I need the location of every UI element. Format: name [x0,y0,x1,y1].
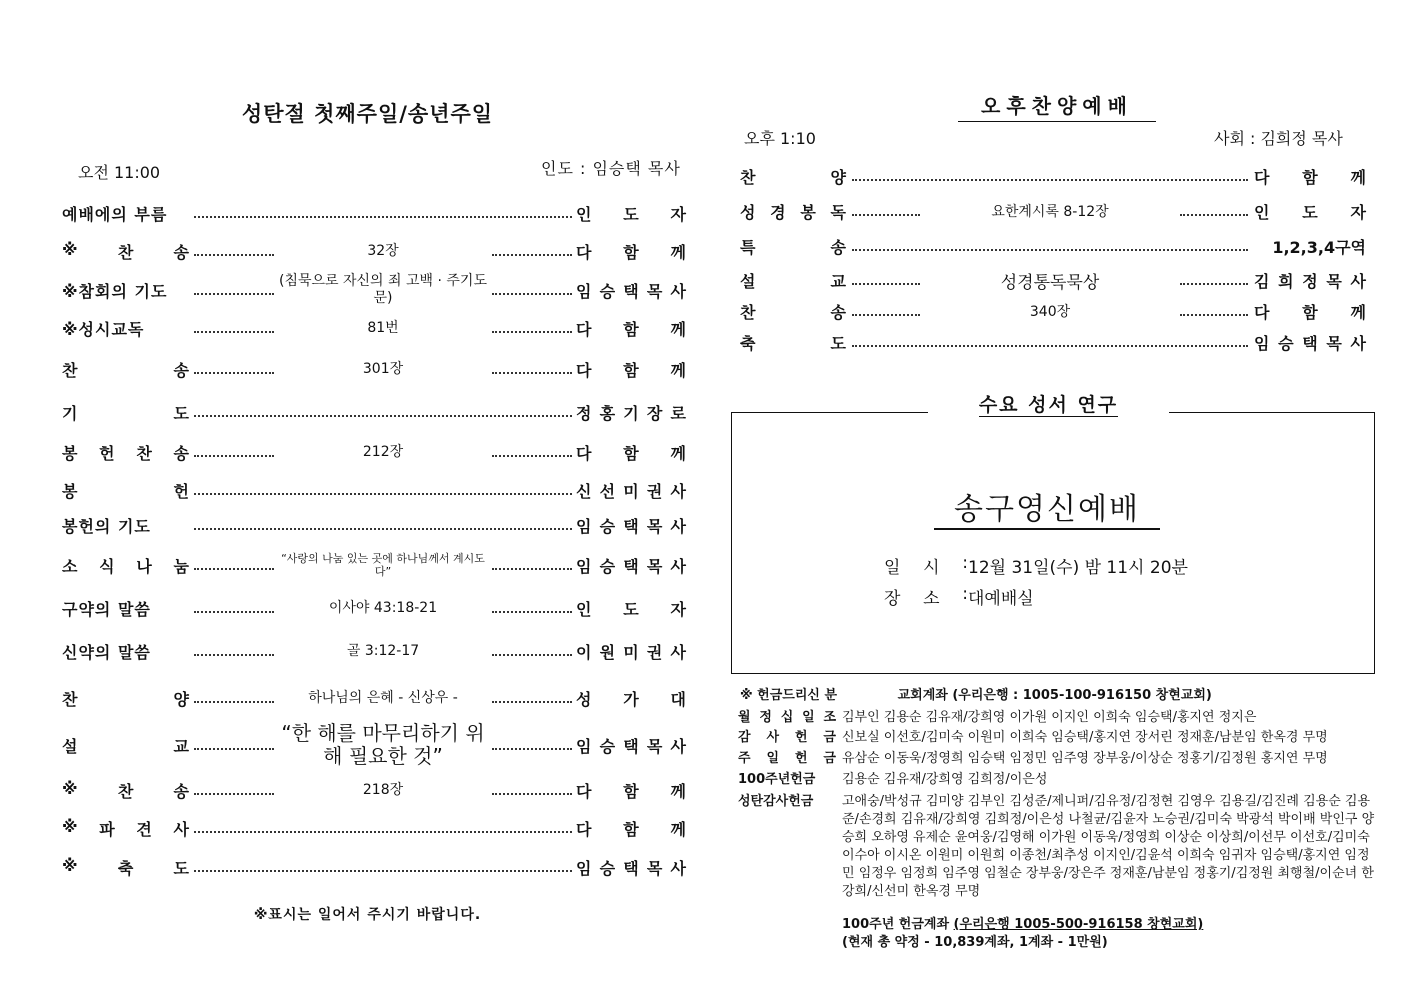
afternoon-item [740,328,1366,356]
morning-item [62,813,686,843]
morning-item [62,852,686,882]
item-detail: 32장 [367,242,399,259]
afternoon-item [740,266,1366,294]
wednesday-title: 수요 성서 연구 [928,390,1169,417]
item-person: 이 원 미 권 사 [576,640,686,663]
item-detail: 이사야 43:18-21 [328,599,438,616]
leader-dots [194,611,274,613]
item-person: 임 승 택 목 사 [576,279,686,302]
item-label: ※ 축 도 [62,855,190,878]
item-label: 봉헌의 기도 [62,516,151,536]
leader-dots [852,249,1248,251]
item-person: 임 승 택 목 사 [576,514,686,537]
item-label: ※ 찬 송 [62,239,190,262]
morning-item [62,354,686,384]
item-label: 찬 양 [62,687,190,710]
leader-dots [492,748,572,750]
morning-item [62,683,686,713]
item-label: 찬 송 [740,300,846,323]
leader-dots [1180,314,1248,316]
offering-type: 감 사 헌 금 [738,730,836,745]
morning-leader: 인도 : 임승택 목사 [541,159,681,178]
offering-row [738,771,1378,789]
afternoon-item [740,232,1366,260]
leader-dots [194,654,274,656]
item-label: 성 경 봉 독 [740,200,846,223]
offering-names: 신보실 이선호/김미숙 이원미 이희숙 임승택/홍지연 장서린 정재훈/남분임 한옥경 무명 [842,730,1328,745]
centennial-account-line [842,913,1203,932]
item-detail: 340장 [1029,304,1071,320]
leader-dots [194,701,274,703]
leader-dots [194,528,572,530]
item-detail: 골 3:12-17 [346,642,420,659]
morning-title: 성탄절 첫째주일/송년주일 [241,102,494,126]
item-label: 봉 헌 찬 송 [62,441,190,464]
morning-item [62,275,686,305]
item-label: 설 교 [740,269,846,292]
item-person: 신 선 미 권 사 [576,479,686,502]
leader-dots [492,793,572,795]
item-person: 인 도 자 [1254,200,1366,223]
item-label: ※ 찬 송 [62,778,190,801]
item-person: 김 희 정 목 사 [1254,269,1366,292]
leader-dots [492,701,572,703]
item-person: 1,2,3,4구역 [1272,237,1366,257]
item-detail: 212장 [362,443,404,460]
leader-dots [492,254,572,256]
item-label: 구약의 말씀 [62,599,151,619]
item-person: 인 도 자 [576,597,686,620]
morning-item [62,236,686,266]
afternoon-item [740,297,1366,325]
item-label: 찬 송 [62,358,190,381]
item-person: 다 함 께 [1254,165,1366,188]
leader-dots [492,654,572,656]
offering-names: 유삼순 이동욱/정영희 임승택 임정민 임주영 장부웅/이상순 정홍기/김정원 홍지연 무명 [842,751,1328,766]
item-label: 축 도 [740,331,846,354]
centennial-label: 100주년 헌금계좌 [842,917,950,932]
offering-row [738,793,1378,901]
leader-dots [194,216,572,218]
leader-dots [492,372,572,374]
item-label: 찬 양 [740,165,846,188]
item-person: 임 승 택 목 사 [576,734,686,757]
morning-item [62,437,686,467]
leader-dots [194,493,572,495]
morning-item [62,636,686,666]
morning-item [62,510,686,540]
item-label: 기 도 [62,401,190,424]
date-value: 12월 31일(수) 밤 11시 20분 [968,558,1188,578]
morning-item [62,593,686,623]
morning-item [62,721,686,768]
afternoon-host: 사회 : 김희정 목사 [1214,129,1343,148]
leader-dots [1180,283,1248,285]
leader-dots [194,748,274,750]
morning-item [62,397,686,427]
leader-dots [852,283,920,285]
leader-dots [194,568,274,570]
item-person: 다 함 께 [576,817,686,840]
leader-dots [194,293,274,295]
date-label: 일 시 : [884,553,968,578]
wednesday-box [731,412,1375,674]
leader-dots [194,793,274,795]
morning-item [62,313,686,343]
offering-type: 주 일 헌 금 [738,751,836,766]
leader-dots [194,870,572,872]
afternoon-title: 오후찬양예배 [958,90,1156,122]
item-label: 설 교 [62,734,190,757]
item-label: ※참회의 기도 [62,281,168,301]
item-person: 임 승 택 목 사 [1254,331,1366,354]
item-person: 다 함 께 [576,779,686,802]
offering-row [738,729,1378,747]
leader-dots [492,568,572,570]
afternoon-item [740,197,1366,225]
item-detail: “한 해를 마무리하기 위해 필요한 것” [281,721,485,768]
leader-dots [194,415,572,417]
item-person: 임 승 택 목 사 [576,554,686,577]
leader-dots [852,214,920,216]
item-person: 다 함 께 [576,441,686,464]
item-person: 인 도 자 [576,202,686,225]
afternoon-item [740,162,1366,190]
morning-item [62,475,686,505]
item-detail: 218장 [362,781,404,798]
leader-dots [852,179,1248,181]
item-detail: 하나님의 은혜 - 신상우 - [308,689,458,706]
item-detail: (침묵으로 자신의 죄 고백 · 주기도문) [279,273,487,306]
item-label: ※ 파 견 사 [62,816,190,839]
item-person: 성 가 대 [576,687,686,710]
item-person: 정 홍 기 장 로 [576,401,686,424]
offering-row [738,709,1378,727]
offering-type: 월 정 십 일 조 [738,710,836,725]
morning-item [62,198,686,228]
afternoon-time: 오후 1:10 [744,129,816,148]
morning-item [62,550,686,580]
offering-type: 100주년헌금 [738,772,816,787]
item-person: 다 함 께 [1254,300,1366,323]
place-value: 대예배실 [968,589,1034,609]
pledge-status: (현재 총 약정 - 10,839계좌, 1계좌 - 1만원) [842,935,1108,950]
item-detail: 성경통독묵상 [1000,272,1100,293]
item-person: 임 승 택 목 사 [576,856,686,879]
item-label: 특 송 [740,235,846,258]
item-label: 봉 헌 [62,479,190,502]
leader-dots [1180,214,1248,216]
standing-note: ※표시는 일어서 주시기 바랍니다. [253,907,482,923]
event-date [884,553,1188,578]
offering-names: 김용순 김유재/강희영 김희정/이은성 [842,772,1048,787]
item-detail: 301장 [362,360,404,377]
leader-dots [194,331,274,333]
item-label: 소 식 나 눔 [62,554,190,577]
leader-dots [492,293,572,295]
item-label: 예배에의 부름 [62,204,168,224]
offering-row [738,750,1378,768]
leader-dots [194,455,274,457]
offering-names: 김부인 김용순 김유재/강희영 이가원 이지인 이희숙 임승택/홍지연 정지은 [842,710,1257,725]
leader-dots [492,455,572,457]
item-person: 다 함 께 [576,317,686,340]
offering-names: 고애숭/박성규 김미양 김부인 김성준/제니퍼/김유정/김정현 김영우 김용길/김진례 김용순 김용준/손경희 김유재/강희영 김희정/이은성 나철균/김윤자 노승권/김미숙 박광석 박이배 박인구 양승희 오하영 유제순 윤여웅/김영해 이가원 이동욱/정영희 이상순 이상희/이선무 이선호/김미숙 이수아 이시온 이원미 이원희 이종천/최추성 이지인/김윤석 이희숙 임귀자 임승택/홍지연 임정민 임정우 임정희 임주영 임철순 장부웅/장은주 정재훈/남분임 정홍기/김정원 최행철/이순녀 한강희/신선미 한옥경 무명 [842,794,1375,899]
event-title: 송구영신예배 [934,484,1160,530]
item-detail: 요한계시록 8-12장 [991,204,1109,220]
offering-type: 성탄감사헌금 [738,794,814,809]
offering-header [740,684,1212,703]
leader-dots [492,611,572,613]
leader-dots [852,314,920,316]
centennial-account: (우리은행 1005-500-916158 창현교회) [953,917,1204,932]
item-person: 다 함 께 [576,358,686,381]
leader-dots [852,345,1248,347]
morning-item [62,775,686,805]
offering-header-label: ※ 헌금드리신 분 [740,688,838,703]
church-account: 교회계좌 (우리은행 : 1005-100-916150 창현교회) [897,688,1212,703]
leader-dots [492,331,572,333]
morning-time: 오전 11:00 [78,163,161,182]
place-label: 장 소 : [884,584,968,609]
leader-dots [194,372,274,374]
item-label: ※성시교독 [62,319,145,339]
event-place [884,584,1034,609]
item-person: 다 함 께 [576,240,686,263]
leader-dots [194,254,274,256]
item-detail: “사랑의 나눔 있는 곳에 하나님께서 계시도다” [281,551,485,578]
item-detail: 81번 [367,319,399,336]
item-label: 신약의 말씀 [62,642,151,662]
leader-dots [194,831,572,833]
